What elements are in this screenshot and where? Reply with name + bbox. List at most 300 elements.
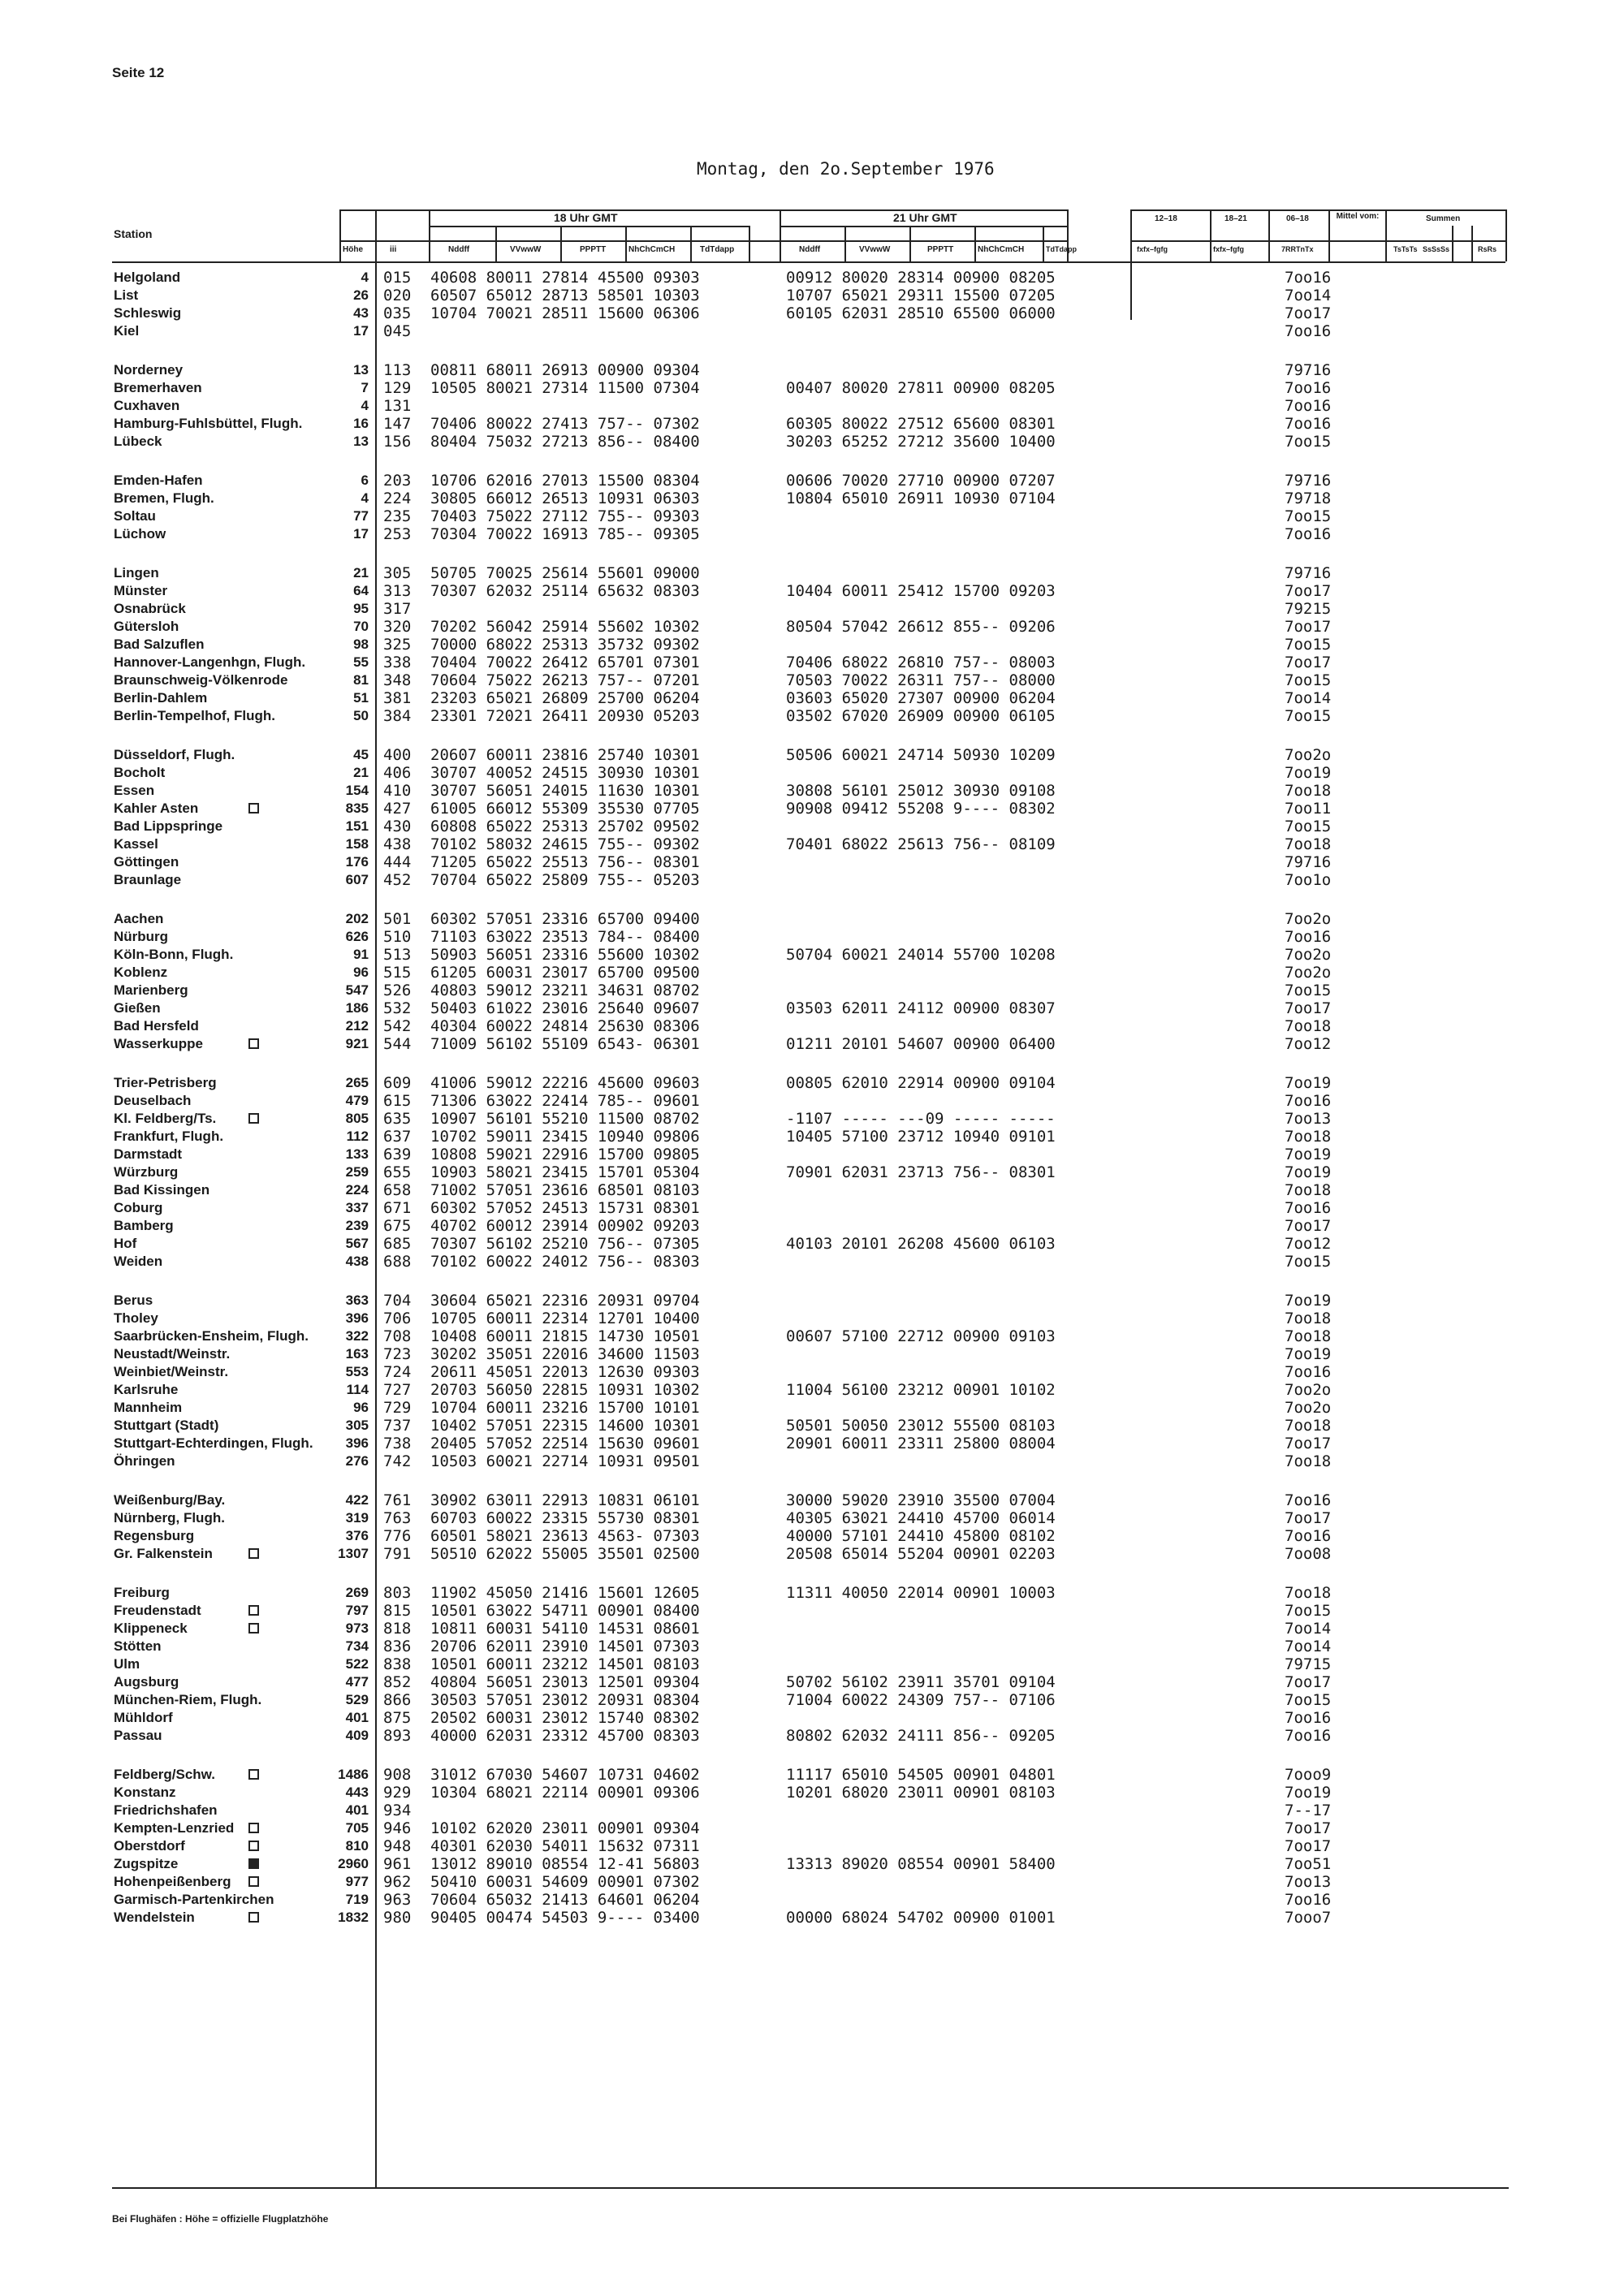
header-iii: iii	[390, 245, 397, 254]
station-iii: 438	[383, 835, 412, 853]
obs-rr-code: 7oo17	[1285, 1673, 1332, 1691]
station-hoehe: 396	[345, 1435, 369, 1451]
obs-rr-code: 7oo17	[1285, 654, 1332, 671]
station-iii: 639	[383, 1146, 412, 1163]
station-name: Kassel	[114, 836, 158, 852]
station-iii: 156	[383, 433, 412, 451]
obs-rr-code: 7oo18	[1285, 1017, 1332, 1035]
header-18-21: 18–21	[1224, 214, 1247, 223]
obs-18-gmt: 30503 57051 23012 20931 08304	[430, 1691, 700, 1709]
obs-18-gmt: 50705 70025 25614 55601 09000	[430, 564, 700, 582]
obs-18-gmt: 60808 65022 25313 25702 09502	[430, 818, 700, 835]
station-iii: 338	[383, 654, 412, 671]
station-hoehe: 705	[345, 1820, 369, 1836]
station-iii: 637	[383, 1128, 412, 1146]
obs-21-gmt: 80504 57042 26612 855-- 09206	[786, 618, 1056, 636]
obs-18-gmt: 70102 58032 24615 755-- 09302	[430, 835, 700, 853]
obs-21-gmt: 70901 62031 23713 756-- 08301	[786, 1163, 1056, 1181]
station-hoehe: 797	[345, 1603, 369, 1618]
obs-18-gmt: 40301 62030 54011 15632 07311	[430, 1837, 700, 1855]
obs-rr-code: 7oo16	[1285, 1199, 1332, 1217]
obs-18-gmt: 10702 59011 23415 10940 09806	[430, 1128, 700, 1146]
station-hoehe: 276	[345, 1453, 369, 1469]
station-iii: 961	[383, 1855, 412, 1873]
obs-18-gmt: 71205 65022 25513 756-- 08301	[430, 853, 700, 871]
obs-18-gmt: 10102 62020 23011 00901 09304	[430, 1819, 700, 1837]
station-iii: 147	[383, 415, 412, 433]
header-nh-21: NhChCmCH	[978, 245, 1025, 254]
station-iii: 818	[383, 1620, 412, 1638]
station-name: Aachen	[114, 911, 164, 926]
obs-rr-code: 7oo15	[1285, 671, 1332, 689]
station-hoehe: 96	[353, 965, 369, 980]
station-iii: 452	[383, 871, 412, 889]
station-hoehe: 212	[345, 1018, 369, 1034]
obs-rr-code: 7oo18	[1285, 1181, 1332, 1199]
station-name: Soltau	[114, 508, 156, 524]
station-name: Kempten-Lenzried	[114, 1820, 235, 1836]
header-nh-18: NhChCmCH	[628, 245, 676, 254]
square-icon	[248, 1113, 259, 1124]
station-name: Helgoland	[114, 270, 181, 285]
station-iii: 727	[383, 1381, 412, 1399]
obs-18-gmt: 23203 65021 26809 25700 06204	[430, 689, 700, 707]
station-name: Mühldorf	[114, 1710, 173, 1725]
obs-18-gmt: 10501 60011 23212 14501 08103	[430, 1655, 700, 1673]
station-iii: 962	[383, 1873, 412, 1891]
obs-rr-code: 7oo2o	[1285, 746, 1332, 764]
station-name: Darmstadt	[114, 1146, 183, 1162]
obs-rr-code: 7oo17	[1285, 999, 1332, 1017]
obs-rr-code: 7oo17	[1285, 1435, 1332, 1452]
station-hoehe: 4	[361, 490, 369, 506]
station-name: Oberstdorf	[114, 1838, 185, 1854]
obs-21-gmt: 03502 67020 26909 00900 06105	[786, 707, 1056, 725]
obs-rr-code: 7oo19	[1285, 1163, 1332, 1181]
obs-21-gmt: 10804 65010 26911 10930 07104	[786, 490, 1056, 507]
station-name: Gr. Falkenstein	[114, 1546, 213, 1561]
obs-18-gmt: 20611 45051 22013 12630 09303	[430, 1363, 700, 1381]
obs-21-gmt: 70406 68022 26810 757-- 08003	[786, 654, 1056, 671]
station-name: Bad Lippspringe	[114, 818, 223, 834]
header-fx-1218: fxfx–fgfg	[1137, 245, 1168, 253]
obs-rr-code: 7oo15	[1285, 1691, 1332, 1709]
station-name: Lüchow	[114, 526, 166, 542]
obs-18-gmt: 10408 60011 21815 14730 10501	[430, 1327, 700, 1345]
station-hoehe: 186	[345, 1000, 369, 1016]
obs-18-gmt: 10705 60011 22314 12701 10400	[430, 1310, 700, 1327]
obs-rr-code: 7oo17	[1285, 1509, 1332, 1527]
station-name: Bocholt	[114, 765, 166, 780]
obs-21-gmt: 20508 65014 55204 00901 02203	[786, 1545, 1056, 1563]
station-name: Neustadt/Weinstr.	[114, 1346, 231, 1362]
station-iii: 235	[383, 507, 412, 525]
obs-21-gmt: 10707 65021 29311 15500 07205	[786, 287, 1056, 304]
obs-rr-code: 7oo17	[1285, 582, 1332, 600]
obs-18-gmt: 40608 80011 27814 45500 09303	[430, 269, 700, 287]
obs-18-gmt: 70202 56042 25914 55602 10302	[430, 618, 700, 636]
obs-21-gmt: 11311 40050 22014 00901 10003	[786, 1584, 1056, 1602]
station-name: Braunschweig-Völkenrode	[114, 672, 288, 688]
station-iii: 815	[383, 1602, 412, 1620]
station-name: Essen	[114, 783, 155, 798]
obs-rr-code: 7oo15	[1285, 707, 1332, 725]
obs-rr-code: 7oo19	[1285, 1784, 1332, 1802]
obs-rr-code: 7oo12	[1285, 1235, 1332, 1253]
station-hoehe: 810	[345, 1838, 369, 1854]
station-iii: 866	[383, 1691, 412, 1709]
station-iii: 934	[383, 1802, 412, 1819]
station-hoehe: 50	[353, 708, 369, 723]
obs-18-gmt: 10706 62016 27013 15500 08304	[430, 472, 700, 490]
station-name: Ulm	[114, 1656, 140, 1672]
obs-rr-code: 7oo18	[1285, 1452, 1332, 1470]
station-iii: 532	[383, 999, 412, 1017]
station-name: Zugspitze	[114, 1856, 179, 1871]
station-name: Karlsruhe	[114, 1382, 179, 1397]
obs-rr-code: 79716	[1285, 361, 1332, 379]
station-hoehe: 626	[345, 929, 369, 944]
station-iii: 526	[383, 982, 412, 999]
station-name: Klippeneck	[114, 1621, 188, 1636]
obs-rr-code: 7oo16	[1285, 1727, 1332, 1745]
obs-18-gmt: 10808 59021 22916 15700 09805	[430, 1146, 700, 1163]
station-hoehe: 224	[345, 1182, 369, 1198]
obs-rr-code: 7oo16	[1285, 397, 1332, 415]
header-rs: RsRs	[1478, 245, 1497, 253]
station-iii: 020	[383, 287, 412, 304]
station-name: Münster	[114, 583, 168, 598]
obs-rr-code: 7oo13	[1285, 1110, 1332, 1128]
obs-18-gmt: 70604 75022 26213 757-- 07201	[430, 671, 700, 689]
station-hoehe: 401	[345, 1802, 369, 1818]
page-number: Seite 12	[112, 65, 165, 80]
station-iii: 045	[383, 322, 412, 340]
station-name: Frankfurt, Flugh.	[114, 1129, 224, 1144]
obs-rr-code: 79715	[1285, 1655, 1332, 1673]
header-summen: Summen	[1426, 214, 1461, 223]
obs-rr-code: 7oo18	[1285, 1327, 1332, 1345]
obs-21-gmt: 10201 68020 23011 00901 08103	[786, 1784, 1056, 1802]
station-hoehe: 112	[346, 1129, 369, 1144]
station-iii: 635	[383, 1110, 412, 1128]
obs-18-gmt: 71306 63022 22414 785-- 09601	[430, 1092, 700, 1110]
obs-rr-code: 7oo19	[1285, 764, 1332, 782]
station-name: Norderney	[114, 362, 184, 378]
station-hoehe: 607	[345, 872, 369, 887]
obs-18-gmt: 13012 89010 08554 12-41 56803	[430, 1855, 700, 1873]
station-hoehe: 95	[353, 601, 369, 616]
station-iii: 852	[383, 1673, 412, 1691]
header-ss: SsSsSs	[1423, 245, 1450, 253]
station-iii: 444	[383, 853, 412, 871]
station-hoehe: 305	[345, 1418, 369, 1433]
obs-rr-code: 7oo1o	[1285, 871, 1332, 889]
station-iii: 708	[383, 1327, 412, 1345]
station-iii: 113	[383, 361, 412, 379]
station-name: Weinbiet/Weinstr.	[114, 1364, 229, 1379]
station-name: Deuselbach	[114, 1093, 192, 1108]
station-hoehe: 91	[353, 947, 369, 962]
station-hoehe: 17	[353, 526, 369, 542]
station-name: Hohenpeißenberg	[114, 1874, 231, 1889]
station-iii: 410	[383, 782, 412, 800]
station-iii: 015	[383, 269, 412, 287]
obs-rr-code: 7oo08	[1285, 1545, 1332, 1563]
station-hoehe: 1486	[338, 1767, 369, 1782]
obs-18-gmt: 70406 80022 27413 757-- 07302	[430, 415, 700, 433]
station-name: Göttingen	[114, 854, 179, 870]
station-name: Bremen, Flugh.	[114, 490, 214, 506]
obs-18-gmt: 90405 00474 54503 9---- 03400	[430, 1909, 700, 1927]
station-name: Berus	[114, 1293, 153, 1308]
station-name: Saarbrücken-Ensheim, Flugh.	[114, 1328, 309, 1344]
station-hoehe: 1307	[338, 1546, 369, 1561]
station-iii: 615	[383, 1092, 412, 1110]
station-hoehe: 921	[345, 1036, 369, 1051]
station-iii: 305	[383, 564, 412, 582]
obs-rr-code: 7oo18	[1285, 1584, 1332, 1602]
obs-rr-code: 7oo18	[1285, 1128, 1332, 1146]
obs-rr-code: 7oo14	[1285, 287, 1332, 304]
obs-rr-code: 7oo51	[1285, 1855, 1332, 1873]
station-hoehe: 401	[345, 1710, 369, 1725]
station-hoehe: 81	[353, 672, 369, 688]
obs-rr-code: 7oo15	[1285, 433, 1332, 451]
obs-rr-code: 7oo15	[1285, 818, 1332, 835]
station-hoehe: 43	[353, 305, 369, 321]
obs-rr-code: 79716	[1285, 564, 1332, 582]
header-12-18: 12–18	[1155, 214, 1177, 223]
station-iii: 384	[383, 707, 412, 725]
obs-18-gmt: 70604 65032 21413 64601 06204	[430, 1891, 700, 1909]
station-iii: 836	[383, 1638, 412, 1655]
station-hoehe: 438	[345, 1254, 369, 1269]
station-hoehe: 477	[345, 1674, 369, 1690]
obs-21-gmt: 11004 56100 23212 00901 10102	[786, 1381, 1056, 1399]
obs-rr-code: 7--17	[1285, 1802, 1332, 1819]
obs-rr-code: 79716	[1285, 472, 1332, 490]
obs-18-gmt: 30707 56051 24015 11630 10301	[430, 782, 700, 800]
station-iii: 685	[383, 1235, 412, 1253]
station-iii: 875	[383, 1709, 412, 1727]
station-hoehe: 567	[345, 1236, 369, 1251]
station-name: Kiel	[114, 323, 140, 339]
header-station: Station	[114, 227, 153, 240]
obs-rr-code: 7ooo9	[1285, 1766, 1332, 1784]
station-name: Hof	[114, 1236, 137, 1251]
station-hoehe: 422	[345, 1492, 369, 1508]
obs-21-gmt: 40305 63021 24410 45700 06014	[786, 1509, 1056, 1527]
station-name: Augsburg	[114, 1674, 179, 1690]
station-iii: 313	[383, 582, 412, 600]
station-iii: 317	[383, 600, 412, 618]
station-iii: 427	[383, 800, 412, 818]
obs-18-gmt: 50903 56051 23316 55600 10302	[430, 946, 700, 964]
obs-18-gmt: 30202 35051 22016 34600 11503	[430, 1345, 700, 1363]
station-name: Hannover-Langenhgn, Flugh.	[114, 654, 306, 670]
obs-rr-code: 7oo16	[1285, 928, 1332, 946]
obs-18-gmt: 80404 75032 27213 856-- 08400	[430, 433, 700, 451]
station-iii: 609	[383, 1074, 412, 1092]
station-iii: 131	[383, 397, 412, 415]
station-hoehe: 114	[346, 1382, 369, 1397]
station-name: Bad Hersfeld	[114, 1018, 199, 1034]
station-name: Braunlage	[114, 872, 182, 887]
obs-18-gmt: 10505 80021 27314 11500 07304	[430, 379, 700, 397]
station-iii: 948	[383, 1837, 412, 1855]
station-iii: 675	[383, 1217, 412, 1235]
obs-rr-code: 7oo18	[1285, 835, 1332, 853]
obs-18-gmt: 20703 56050 22815 10931 10302	[430, 1381, 700, 1399]
station-iii: 501	[383, 910, 412, 928]
station-iii: 224	[383, 490, 412, 507]
obs-18-gmt: 71009 56102 55109 6543- 06301	[430, 1035, 700, 1053]
obs-21-gmt: 60305 80022 27512 65600 08301	[786, 415, 1056, 433]
station-iii: 430	[383, 818, 412, 835]
obs-18-gmt: 70307 56102 25210 756-- 07305	[430, 1235, 700, 1253]
obs-rr-code: 7oo14	[1285, 1620, 1332, 1638]
station-name: Bad Salzuflen	[114, 637, 205, 652]
header-fx-1821: fxfx–fgfg	[1213, 245, 1244, 253]
square-icon	[248, 1912, 259, 1923]
obs-18-gmt: 40702 60012 23914 00902 09203	[430, 1217, 700, 1235]
obs-18-gmt: 10503 60021 22714 10931 09501	[430, 1452, 700, 1470]
obs-rr-code: 7oo11	[1285, 800, 1332, 818]
station-name: Konstanz	[114, 1785, 176, 1800]
station-iii: 908	[383, 1766, 412, 1784]
header-hoehe: Höhe	[343, 245, 363, 254]
obs-18-gmt: 11902 45050 21416 15601 12605	[430, 1584, 700, 1602]
station-iii: 203	[383, 472, 412, 490]
station-name: Bremerhaven	[114, 380, 202, 395]
obs-21-gmt: 00912 80020 28314 00900 08205	[786, 269, 1056, 287]
station-iii: 963	[383, 1891, 412, 1909]
station-hoehe: 265	[345, 1075, 369, 1090]
obs-21-gmt: 01211 20101 54607 00900 06400	[786, 1035, 1056, 1053]
station-hoehe: 1832	[338, 1910, 369, 1925]
station-iii: 381	[383, 689, 412, 707]
station-hoehe: 259	[345, 1164, 369, 1180]
station-iii: 929	[383, 1784, 412, 1802]
obs-21-gmt: 60105 62031 28510 65500 06000	[786, 304, 1056, 322]
square-icon	[248, 803, 259, 814]
station-name: Tholey	[114, 1310, 158, 1326]
obs-rr-code: 7oo19	[1285, 1146, 1332, 1163]
station-hoehe: 98	[353, 637, 369, 652]
station-hoehe: 2960	[338, 1856, 369, 1871]
station-name: Berlin-Dahlem	[114, 690, 208, 706]
obs-18-gmt: 23301 72021 26411 20930 05203	[430, 707, 700, 725]
station-hoehe: 805	[345, 1111, 369, 1126]
station-hoehe: 176	[345, 854, 369, 870]
obs-18-gmt: 41006 59012 22216 45600 09603	[430, 1074, 700, 1092]
station-hoehe: 547	[345, 982, 369, 998]
obs-18-gmt: 70704 65022 25809 755-- 05203	[430, 871, 700, 889]
obs-rr-code: 7oo16	[1285, 1891, 1332, 1909]
square-icon	[248, 1823, 259, 1833]
station-hoehe: 319	[345, 1510, 369, 1526]
header-td-18: TdTdapp	[700, 245, 735, 254]
station-name: Marienberg	[114, 982, 188, 998]
footer-note: Bei Flughäfen : Höhe = offizielle Flugplatzhöhe	[112, 2213, 329, 2225]
obs-18-gmt: 40803 59012 23211 34631 08702	[430, 982, 700, 999]
obs-18-gmt: 20607 60011 23816 25740 10301	[430, 746, 700, 764]
obs-rr-code: 7oo14	[1285, 1638, 1332, 1655]
station-hoehe: 835	[345, 801, 369, 816]
station-name: Gießen	[114, 1000, 161, 1016]
obs-21-gmt: 40000 57101 24410 45800 08102	[786, 1527, 1056, 1545]
station-name: Feldberg/Schw.	[114, 1767, 216, 1782]
obs-21-gmt: 50704 60021 24014 55700 10208	[786, 946, 1056, 964]
obs-21-gmt: 71004 60022 24309 757-- 07106	[786, 1691, 1056, 1709]
station-name: Gütersloh	[114, 619, 179, 634]
station-name: Weiden	[114, 1254, 163, 1269]
station-name: Wasserkuppe	[114, 1036, 203, 1051]
station-name: Köln-Bonn, Flugh.	[114, 947, 234, 962]
obs-18-gmt: 60501 58021 23613 4563- 07303	[430, 1527, 700, 1545]
obs-18-gmt: 50403 61022 23016 25640 09607	[430, 999, 700, 1017]
station-iii: 724	[383, 1363, 412, 1381]
station-name: Koblenz	[114, 965, 168, 980]
obs-21-gmt: 30203 65252 27212 35600 10400	[786, 433, 1056, 451]
station-iii: 737	[383, 1417, 412, 1435]
obs-18-gmt: 40304 60022 24814 25630 08306	[430, 1017, 700, 1035]
obs-18-gmt: 10704 70021 28511 15600 06306	[430, 304, 700, 322]
station-hoehe: 45	[353, 747, 369, 762]
station-hoehe: 553	[345, 1364, 369, 1379]
obs-rr-code: 7oo16	[1285, 379, 1332, 397]
station-name: Hamburg-Fuhlsbüttel, Flugh.	[114, 416, 303, 431]
header-vv-21: VVwwW	[859, 245, 891, 254]
station-name: List	[114, 287, 139, 303]
station-iii: 729	[383, 1399, 412, 1417]
square-icon	[248, 1876, 259, 1887]
obs-rr-code: 7oo15	[1285, 507, 1332, 525]
station-name: Trier-Petrisberg	[114, 1075, 217, 1090]
station-iii: 671	[383, 1199, 412, 1217]
obs-21-gmt: 20901 60011 23311 25800 08004	[786, 1435, 1056, 1452]
station-hoehe: 409	[345, 1728, 369, 1743]
obs-rr-code: 7oo16	[1285, 415, 1332, 433]
header-21-gmt: 21 Uhr GMT	[893, 211, 957, 224]
obs-rr-code: 7oo19	[1285, 1292, 1332, 1310]
station-hoehe: 443	[345, 1785, 369, 1800]
station-name: Berlin-Tempelhof, Flugh.	[114, 708, 275, 723]
station-iii: 035	[383, 304, 412, 322]
obs-rr-code: 7oo17	[1285, 1819, 1332, 1837]
obs-18-gmt: 70404 70022 26412 65701 07301	[430, 654, 700, 671]
obs-rr-code: 7oo16	[1285, 1092, 1332, 1110]
header-td-21: TdTdapp	[1046, 245, 1077, 253]
header-06-18: 06–18	[1286, 214, 1309, 223]
station-hoehe: 96	[353, 1400, 369, 1415]
station-name: Mannheim	[114, 1400, 183, 1415]
square-icon	[248, 1038, 259, 1049]
obs-21-gmt: 00606 70020 27710 00900 07207	[786, 472, 1056, 490]
station-hoehe: 13	[353, 434, 369, 449]
square-icon	[248, 1548, 259, 1559]
obs-rr-code: 7oo18	[1285, 1310, 1332, 1327]
obs-rr-code: 7oo15	[1285, 636, 1332, 654]
obs-18-gmt: 10907 56101 55210 11500 08702	[430, 1110, 700, 1128]
obs-rr-code: 7oo16	[1285, 1363, 1332, 1381]
obs-18-gmt: 70000 68022 25313 35732 09302	[430, 636, 700, 654]
obs-18-gmt: 70304 70022 16913 785-- 09305	[430, 525, 700, 543]
station-iii: 658	[383, 1181, 412, 1199]
station-name: Nürnberg, Flugh.	[114, 1510, 225, 1526]
station-iii: 776	[383, 1527, 412, 1545]
